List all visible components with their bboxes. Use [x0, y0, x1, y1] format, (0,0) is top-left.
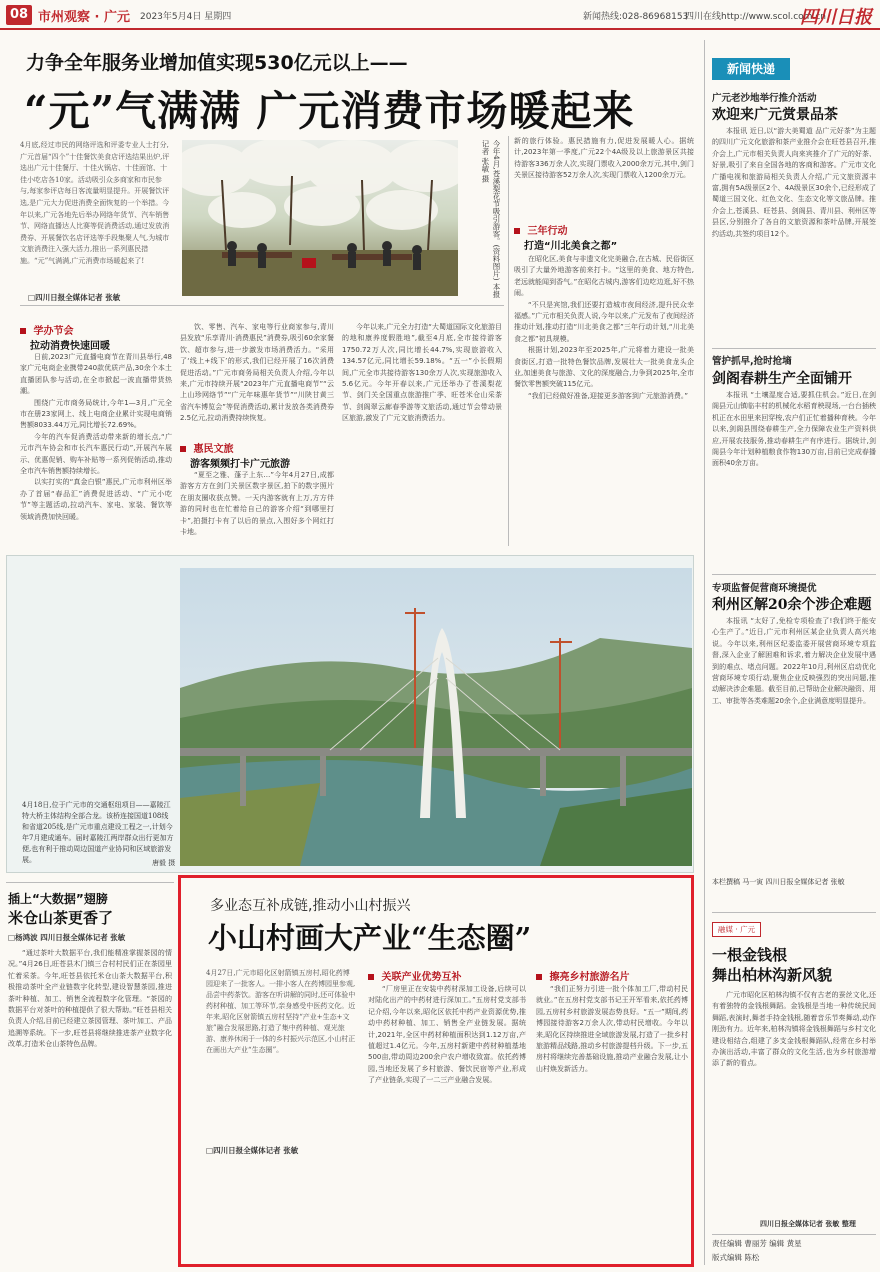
sidebar-story2-body [712, 390, 876, 566]
silk-body [712, 990, 876, 1216]
bigdata-body [8, 948, 172, 1264]
silk-subtitle: 舞出柏林沟新风貌 [712, 966, 833, 984]
feature-kicker: 多业态互补成链,推动小山村振兴 [210, 898, 411, 914]
feature-lead: 4月27日,广元市昭化区射箭镇五房村,昭化药博园迎来了一批客人。一排小客人在药博园里参观,品尝中药茶饮。游客在听讲解的同时,还可体验中药材种植、加工等环节,亲身感受中医药文化。近年来,昭化区射箭镇五房村坚持“产业+生态+文旅”融合发展思路,打造了集中药种植、观光旅游、康养休闲于一体的乡村振兴示范区,小山村正在画出大产业“生态圈”。 [206, 969, 356, 1054]
sidebar-story1-body [712, 126, 876, 340]
section2-tag: 惠民文旅 [193, 444, 234, 455]
sidebar-story1-text: 本报讯 近日,以“游大美蜀道 品广元好茶”为主题的四川广元文化旅游和茶产业推介会在旺苍县召开,推介会上,广元市相关负责人向来宾推介了广元的好茶、好景,吸引了来自全国各地的客商和游客。广元市文化广播电视和旅游局相关负责人介绍,广元文旅资源丰富,拥有5A级景区2个、4A级景区30余个,已经形成了蜀道三国文化、红色文化、生态文化等文旅品牌。推介会上,苍溪县、旺苍县、剑阁县、青川县、利州区等县区,分别推介了各自的文旅资源和茶叶品牌,开展签约活动,共签约项目12个。 [712, 127, 876, 238]
bigdata-kicker: 插上“大数据”翅膀 [8, 892, 108, 906]
lead-byline: □四川日报全媒体记者 张敏 [28, 293, 121, 302]
feature-section1-heading [368, 968, 461, 983]
publication-date: 2023年5月4日 星期四 [140, 12, 232, 22]
section1-paragraph: 今年的汽车促消费活动带来新的增长点,“广元市汽车协会和市长汽车惠民行动”,开展汽车展示、优惠促销、购车补贴等一系列促销活动,推动全市汽车销售额持续增长。 [20, 432, 172, 476]
silk-title: 一根金钱根 [712, 946, 788, 964]
section1-paragraph: 以实打实的“真金白银”惠民,广元市利州区举办了首届“春品汇”消费促进活动、“广元小吃节”等主题活动,拉动汽车、家电、家装、餐饮等领域消费加快回暖。 [20, 478, 172, 521]
lead-col3-text: 今年以来,广元全力打造“大蜀道国际文化旅游目的地和康养度假胜地”,截至4月底,全市接待游客1750.72万人次,同比增长44.7%,实现旅游收入134.57亿元,同比增长59.18%。“五一”小长假期间,广元全市共接待游客130余万人次,实现旅游收入5.6亿元。今年开春以来,广元还举办了苍溪梨花节、剑门关全国重点旅游推广季、旺苍米仓山采茶节、剑阁翠云廊春季游等文旅活动,通过节会带动景区旅游,激发了广元文旅消费活力。 [342, 323, 502, 423]
bigdata-text: “通过茶叶大数据平台,我们能精准掌握茶园的情况。”4月26日,旺苍县木门镇三合村村民们正在茶园里忙着采茶。今年,旺苍县依托米仓山茶大数据平台,积极推动茶叶全产业链数字化转型,建设智慧茶园,推进茶叶种植、加工、销售全流程数字化管理。“茶园的数据平台对茶叶的种植提供了很大帮助。”旺苍县相关负责人介绍,目前已经建立茶园管理、茶叶加工、产品追溯等系统。下一步,旺苍县将继续推进茶产业数字化改革,打造米仓山茶特色品牌。 [8, 949, 172, 1049]
section1-tag: 学办节会 [33, 326, 74, 337]
feature-section2-body [536, 984, 688, 1260]
orchard-photo [182, 140, 458, 296]
newspaper-logo: 四川日报 [800, 7, 872, 28]
section3-title: 打造“川北美食之都” [524, 241, 618, 252]
section3-paragraph: 根据计划,2023年至2025年,广元将着力建设一批美食街区,打造一批特色餐饮品牌,发展壮大一批美食龙头企业,加速美食与旅游、文化的深度融合,力争到2025年,全市餐饮零售额突破115亿元。 [514, 346, 694, 389]
lead-kicker: 力争全年服务业增加值实现530亿元以上—— [26, 52, 408, 74]
news-hotline: 新闻热线:028-86968153 [583, 12, 689, 22]
masthead [0, 0, 880, 30]
bridge-photo-caption: 4月18日,位于广元市的交通枢纽项目——嘉陵江特大桥主体结构全部合龙。该桥连接国道108线和省道205线,是广元市重点建设工程之一,计划今年7月建成通车。届时嘉陵江两岸群众出行更加方便,也有利于推动周边国道产业协同和区域旅游发展。 [22, 801, 174, 864]
editor-credit-line1: 责任编辑 曹丽芳 编辑 黄星 [712, 1239, 802, 1248]
bridge-photo-image [180, 568, 692, 866]
lead-col4-top: 新的旅行体验。惠民措施有力,促进发展暖人心。据统计,2023年第一季度,广元22个4A级及以上旅游景区共接待游客336万余人次,实现门票收入2000余万元,其中,剑门关景区接待游客52万余人次,实现门票收入1200余万元。 [514, 137, 694, 180]
silk-tag: 融媒 · 广元 [712, 922, 761, 937]
sidebar-divider-1 [712, 348, 876, 349]
section-divider [20, 305, 504, 306]
section1-paragraph: 围绕广元市商务局统计,今年1—3月,广元全市在册23家网上、线上电商企业累计实现电商销售额8033.44万元,同比增长72.69%。 [20, 398, 172, 430]
sidebar-story2-text: 本报讯 “土壤湿度合适,要抓住机会。”近日,在剑阁县元山镇临丰村的机械化水稻育秧现场,一台台插秧机正在水田里来回穿梭,农户们正忙着播种育秧。今年以来,剑阁县围绕春耕生产,全力保障农业生产资料供应,开展农技服务,推动春耕生产有序进行。据统计,剑阁县今年计划种植粮食作物130万亩,目前已完成春播面积40余万亩。 [712, 391, 876, 468]
feature-section2-title: 擦亮乡村旅游名片 [549, 972, 630, 983]
feature-section1-body [368, 984, 526, 1260]
section1-col2 [180, 322, 334, 432]
feature-section1-title: 关联产业优势互补 [381, 972, 462, 983]
section1-paragraph: 日前,2023广元直播电商节在青川县举行,48家广元电商企业携带240款优质产品,30余个本土直播团队参与活动,在全市掀起一波直播带货热潮。 [20, 353, 172, 396]
section3-tag: 三年行动 [527, 226, 568, 237]
feature-byline: □四川日报全媒体记者 张敏 [206, 1146, 299, 1155]
editor-divider [712, 1234, 876, 1235]
sidebar-credit: 本栏撰稿 马一寅 四川日报全媒体记者 张敏 [712, 878, 845, 886]
sidebar-story3-kicker: 专项监督促营商环境提优 [712, 583, 817, 594]
section1-title: 拉动消费快速回暖 [30, 341, 110, 352]
sidebar-story3-text: 本报讯 “太好了,免检专项检查了!我们终于能安心生产了。”近日,广元市利州区某企业负责人高兴地说。今年以来,利州区纪委监委开展营商环境专项监督,深入企业了解困难和诉求,着力解决企业发展中遇到的难点、堵点问题。2022年10月,利州区启动优化营商环境专项行动,聚焦企业反映强烈的突出问题,推动解决涉企难题。截至目前,已帮助企业解决融资、用工、审批等各类难题20余个,企业满意度明显提升。 [712, 617, 876, 705]
sidebar-story1-kicker: 广元老沙地举行推介活动 [712, 93, 817, 104]
section2-body [180, 470, 334, 548]
bridge-photo [180, 568, 692, 866]
bigdata-byline: □杨鸿波 四川日报全媒体记者 张敏 [8, 933, 126, 942]
sidebar-divider [704, 40, 705, 1265]
column-divider [508, 136, 509, 546]
sidebar-story2-title: 剑阁春耕生产全面铺开 [712, 371, 852, 387]
editor-credit-line2: 版式编辑 陈松 [712, 1253, 760, 1262]
section3-paragraph: 在昭化区,美食与非遗文化完美融合,在古城、民俗街区吸引了大量外地游客前来打卡。“这里的美食、地方特色,老远就能闻到香气。”在昭化古城内,游客们边吃边逛,好不热闹。 [514, 255, 694, 298]
feature-section2-text: “我们正努力引进一批个体加工厂,带动村民就业。”在五房村党支部书记王开军看来,依托药博园,五房村乡村旅游发展态势良好。“五一”期间,药博园接待游客2万余人次,带动村民增收。今年以来,昭化区持续推进全域旅游发展,打造了一批乡村旅游精品线路,推动乡村旅游提档升级。下一步,五房村将继续完善基础设施,推动产业融合发展,让小山村焕发新活力。 [536, 985, 688, 1073]
section2-text: “夏至之雅、蓬子上东…”今年4月27日,成都游客方方在剑门关景区数字景区,拍下的数字照片在朋友圈收获点赞。一天内游客就有上万,方方伴游的同时也在忙着给自己的游客介绍“到哪里打卡”,拍摄打卡有了以后的景点,入围好多个网红打卡地。 [180, 471, 334, 537]
section3-body [514, 254, 694, 544]
section-name: 市州观察 · 广元 [38, 10, 130, 25]
section3-heading [514, 222, 617, 252]
feature-section2-heading [536, 968, 629, 983]
section2-heading [180, 440, 290, 470]
bigdata-title: 米仓山茶更香了 [8, 909, 114, 927]
silk-credit: 四川日报全媒体记者 张敏 整理 [760, 1220, 856, 1228]
feature-title: 小山村画大产业“生态圈” [208, 921, 532, 955]
sidebar-badge: 新闻快递 [712, 58, 790, 80]
sidebar-divider-2 [712, 574, 876, 575]
section3-paragraph: “不只是宾馆,我们还要打造城市夜间经济,提升民众幸福感。”广元市相关负责人说,今年以来,广元发布了夜间经济推动计划,推动打造“川北美食之都”三年行动计划,“川北美食之都”初具规模。 [514, 300, 694, 343]
orchard-photo-image [182, 140, 458, 296]
section1-heading [20, 322, 110, 352]
section2-title: 游客频频打卡广元旅游 [190, 459, 290, 470]
page-number: 08 [6, 5, 32, 25]
feature-section1-text: “厂房里正在安装中药材深加工设备,后续可以对陆化出产的中药材进行深加工。”五房村党支部书记介绍,今年以来,昭化区依托中药产业资源优势,推动中药材种植、加工、销售全产业链发展。据统计,2021年,全区中药材种植面积达到1.12万亩,产值超过1.4亿元。今年,五房村新建中药材种植基地500亩,带动周边200余户农户增收致富。依托药博园,当地还发展了乡村旅游、餐饮民宿等产业,形成了产业链条,实现了一二三产业融合发展。 [368, 985, 526, 1085]
website-link[interactable]: 四川在线http://www.scol.com.cn [685, 12, 826, 22]
silk-text: 广元市昭化区柏林沟镇不仅有古老的蚕丝文化,还有着独特的金钱根舞蹈。金钱根是当地一种传统民间舞蹈,表演时,舞者手持金钱根,随着音乐节奏舞动,动作刚劲有力。近年来,柏林沟镇将金钱根舞蹈与乡村文化建设相结合,组建了多支金钱根舞蹈队,经常在乡村举办演出活动,丰富了群众的文化生活,也为乡村旅游增添了新的看点。 [712, 991, 876, 1068]
bigdata-divider [6, 882, 174, 883]
bridge-photo-credit: 唐毅 摄 [152, 859, 176, 867]
sidebar-story1-title: 欢迎来广元赏景品茶 [712, 107, 838, 123]
section3-closing: “我们已经做好准备,迎接更多游客到广元旅游消费。” [528, 391, 688, 400]
silk-divider [712, 912, 876, 913]
sidebar-story2-kicker: 管护抓早,抢时抢墒 [712, 356, 792, 367]
sidebar-story3-body [712, 616, 876, 860]
lead-col3 [342, 322, 502, 548]
section1-body [20, 352, 172, 548]
lead-headline: “元”气满满 广元消费市场暖起来 [24, 87, 635, 135]
lead-intro: 4月底,经过市民的网络评选和评委专业人士打分,广元首届“四个”十佳餐饮美食店评选结果出炉,评选出广元十佳餐厅、十佳火锅店、十佳面馆、十佳小吃店各10家。活动吸引众多商家和市民参与,每家参评店每日客流量明显提升。开展餐饮评选,是广元大力促进消费全面恢复的一个举措。今年以来,广元各地先后举办网络年货节、汽车销售节、网络直播达人比赛等促消费活动,通过发放消费券、开展餐饮名店评选等手段集聚人气,为城市文旅消费注入强大活力,推出一系列惠民措施。“元”气满满,广元消费市场暖起来了! [20, 141, 170, 265]
section1-col2-text: 饮、零售、汽车、家电等行业商家参与,青川县发放“乐享青川·消费惠民”消费券,吸引60余家餐饮、超市参与,进一步激发市场消费活力。“采用了‘线上+线下’的形式,我们已经开展了16次消费促进活动。”广元市商务局相关负责人介绍,今年以来,广元市持续开展“2023年广元直播电商节”“云上山珍网络节”“广元年味惠年货节”“川陕甘黄三省汽车博览会”等促消费活动,累计发放各类消费券2.5亿元,拉动消费持续恢复。 [180, 323, 334, 423]
orchard-photo-caption: 今年4月,苍溪梨花节吸引游客。(资料图片) 本报记者 张敏 摄 [481, 140, 501, 298]
sidebar-story3-title: 利州区解20余个涉企难题 [712, 597, 872, 613]
